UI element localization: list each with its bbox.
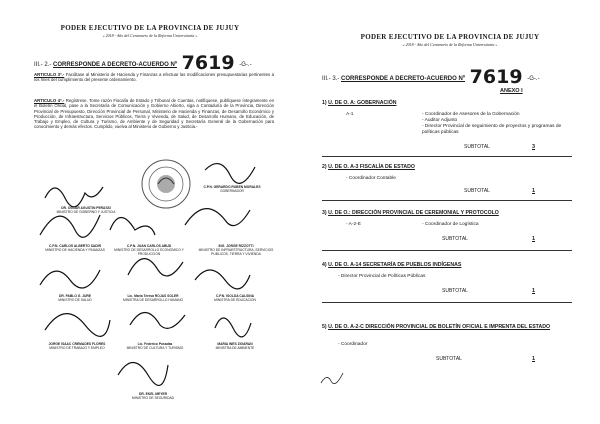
header-motto: « 2018 - Año del Centenario de la Reforma Universitaria » — [402, 42, 498, 47]
subtotal-label: SUBTOTAL — [442, 288, 468, 294]
corresponde-line — [34, 52, 252, 74]
signature-name: C.P.N. CARLOS ALBERTO SADIR — [49, 244, 101, 248]
subtotal-value: 1 — [532, 188, 536, 194]
section-title-text: U. DE O.: DIRECCIÓN PROVINCIAL DE CEREMONIAL Y PROTOCOLO — [328, 210, 499, 216]
signature-role: MINISTRO DE SEGURIDAD — [131, 395, 175, 400]
signature-block — [118, 343, 192, 351]
section-number: 1) — [322, 100, 327, 106]
corresponde-text: CORRESPONDE A DECRETO-ACUERDO Nº — [341, 76, 465, 82]
article-4-label: ARTICULO 4º.- — [34, 98, 65, 103]
section-number: 4) — [322, 262, 327, 268]
divider — [322, 156, 572, 157]
section-number: 5) — [322, 324, 327, 330]
signature-name: MARIA INES ZIGARAN — [217, 342, 253, 346]
section-5-title — [322, 324, 584, 331]
header-title: PODER EJECUTIVO DE LA PROVINCIA DE JUJUY — [360, 33, 540, 41]
corresponde-prefix: III.- 3.- — [322, 76, 340, 82]
signature-block — [192, 186, 272, 194]
section-title-text: U. DE O. A-3 FISCALÍA DE ESTADO — [328, 164, 415, 170]
subtotal-value: 1 — [532, 356, 536, 362]
section-number: 2) — [322, 164, 327, 170]
decree-page-annex — [300, 0, 600, 424]
section-4-title — [322, 262, 461, 268]
signature-name: C.P.N. ISOLDA CALSINA — [215, 294, 255, 298]
signature-block — [196, 245, 276, 256]
section-1-title — [322, 100, 396, 106]
corresponde-line — [322, 66, 540, 88]
article-4-text: Regístrese. Tome razón Fiscalía de Estado y Tribunal de Cuentas, notifíquese, publíquese íntegramente en el Boletín Oficial, pase a la Secretaría de Comunicación y Gobierno Abierto, siga a Contaduría de la Provincia, Dirección Provincial de Presupuesto, Dirección Provincial de Personal, Ministerio de Hacienda y Finanzas, de Desarrollo Económico y Producción, de Infraestructura, Servicios Públicos, Tierra y Vivienda, de Salud, de Desarrollo Humano, de Educación, de Trabajo y Empleo, de Cultura y Turismo, de Ambiente y de Seguridad y Secretaría General de la Gobernación para conocimiento y demás efectos. Cumplido, vuelva al Ministerio de Gobierno y Justicia.- — [34, 98, 274, 130]
signature-role: GOBERNADOR — [220, 188, 244, 193]
position-desc: - Coordinador — [338, 342, 368, 347]
signature-role: MINISTRA DE AMBIENTE — [215, 345, 255, 350]
position-desc: - Coordinador de Logística — [422, 222, 479, 227]
position-desc: - Coordinador Contable — [346, 176, 396, 181]
article-4 — [34, 98, 274, 130]
signature-role: MINISTRO DE DESARROLLO ECONOMICO Y PRODUCCION — [114, 247, 184, 256]
signature-block — [112, 245, 186, 256]
signature-role: MINISTRO DE INFRAESTRUCTURA, SERVICIOS PUBLICOS, TIERRA Y VIVIENDA — [198, 247, 274, 256]
signature-block — [200, 343, 270, 351]
subtotal-value: 3 — [532, 144, 536, 150]
subtotal-label: SUBTOTAL — [464, 188, 490, 194]
signature-block — [38, 245, 112, 253]
handwritten-mark — [318, 368, 348, 388]
section-2-title — [322, 164, 415, 170]
signature-role: MINISTRO DE CULTURA Y TURISMO — [126, 345, 184, 350]
signature-block — [40, 343, 114, 351]
decree-number: 7619 — [181, 52, 235, 74]
subtotal-value: 1 — [532, 288, 536, 294]
signature-block — [46, 207, 126, 215]
signature-block — [200, 295, 270, 303]
position-category: - A-2-E — [346, 222, 361, 227]
divider — [322, 200, 572, 201]
signature-role: MINISTRO DE GOBIERNO Y JUSTICIA — [56, 209, 116, 214]
header-title: PODER EJECUTIVO DE LA PROVINCIA DE JUJUY — [60, 24, 240, 32]
signature-name: ING. JORGE RIZZOTTI — [218, 244, 254, 248]
corresponde-text: CORRESPONDE A DECRETO-ACUERDO Nº — [53, 62, 177, 68]
section-3-title — [322, 210, 499, 216]
signature-name: Lic. María Teresa ROJAS SOLER — [127, 294, 179, 298]
signature-name: DR. OSCAR AGUSTIN PERASSI — [61, 206, 111, 210]
position-desc: - Director Provincial de Políticas Públicas — [338, 274, 426, 279]
signature-block — [40, 295, 110, 303]
subtotal-label: SUBTOTAL — [436, 356, 462, 362]
decree-number: 7619 — [469, 66, 523, 88]
signature-role: MINISTRO DE SALUD — [58, 297, 92, 302]
subtotal-label: SUBTOTAL — [464, 144, 490, 150]
signature-name: DR. EKEL MEYER — [139, 392, 167, 396]
divider — [322, 250, 572, 251]
position-desc: - Auditor Adjunto — [422, 118, 458, 123]
position-desc: - Director Provincial de seguimiento de proyectos y programas de políticas públicas — [422, 124, 562, 135]
article-3-label: ARTICULO 3º.- — [34, 72, 65, 77]
divider — [322, 302, 572, 303]
article-3-text: Facúltase al Ministerio de Hacienda y Finanzas a efectuar las modificaciones presupuestarias pertinentes a los fines del cumplimiento del presente ordenamiento. — [34, 72, 275, 83]
header-motto: « 2018 - Año del Centenario de la Reforma Universitaria » — [102, 33, 198, 38]
decree-suffix: -G-.- — [527, 76, 540, 82]
signature-name: JORGE ISAAC CREMADES FLORES — [48, 342, 106, 346]
position-desc: - Coordinador de Asesores de la Gobernación — [422, 112, 520, 117]
position-category: A-1 — [346, 112, 354, 117]
section-number: 3) — [322, 210, 327, 216]
signature-block — [118, 393, 188, 401]
section-title-text: U. DE O. A-2-C DIRECCIÓN PROVINCIAL DE BOLETÍN OFICIAL E IMPRENTA DEL ESTADO — [328, 324, 550, 330]
signature-role: MINISTRA DE DESARROLLO HUMANO — [122, 297, 184, 302]
signature-name: C.P.N. GERARDO RUBEN MORALES — [203, 185, 261, 189]
signature-role: MINISTRO DE HACIENDA Y FINANZAS — [45, 247, 105, 252]
signature-name: Lic. Federico Posadas — [137, 342, 173, 346]
section-title-text: U. DE O. A: GOBERNACIÓN — [328, 100, 397, 106]
signature-block — [112, 295, 194, 303]
section-title-text: U. DE O. A-14 SECRETARÍA DE PUEBLOS INDÍGENAS — [328, 262, 462, 268]
signature-name: DR. PABLO G. JURE — [59, 294, 91, 298]
signature-role: MINISTRO DE TRABAJO Y EMPLEO — [49, 345, 105, 350]
corresponde-prefix: III.- 2.- — [34, 62, 52, 68]
signature-name: C.P.N. JUAN CARLOS ABUD — [126, 244, 172, 248]
subtotal-label: SUBTOTAL — [442, 236, 468, 242]
decree-suffix: -G-.- — [239, 62, 252, 68]
subtotal-value: 1 — [532, 236, 536, 242]
article-3 — [34, 72, 274, 83]
signature-role: MINISTRA DE EDUCACION — [214, 297, 256, 302]
annex-title: ANEXO I — [500, 88, 523, 94]
